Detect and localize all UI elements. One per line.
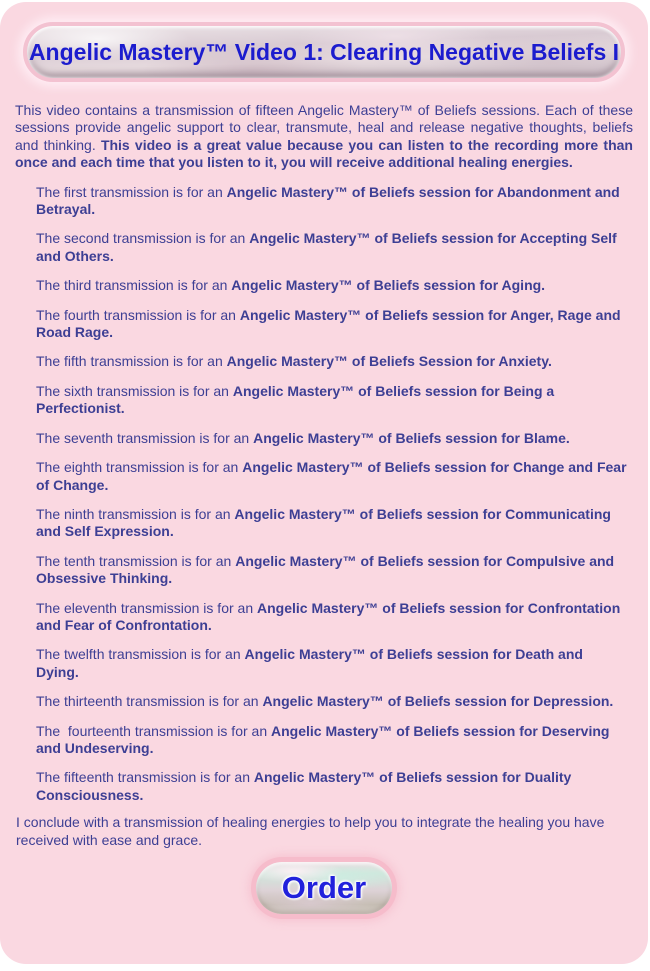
transmission-session: Angelic Mastery™ of Beliefs session for Communicating and Self Expression. [36, 505, 615, 540]
transmission-session: Angelic Mastery™ of Beliefs session for Compulsive and Obsessive Thinking. [36, 552, 618, 587]
transmission-item-3 [36, 277, 628, 294]
transmission-prefix: The second transmission is for an [36, 230, 250, 247]
transmission-prefix: The eighth transmission is for an [36, 459, 243, 476]
transmission-item-14 [36, 723, 628, 758]
transmission-prefix: The thirteenth transmission is for an [36, 693, 263, 710]
transmission-item-8 [36, 459, 631, 494]
transmission-prefix: The fifth transmission is for an [36, 353, 227, 370]
transmission-item-7 [36, 430, 628, 447]
transmission-session: Angelic Mastery™ of Beliefs session for Confrontation and Fear of Confrontation. [36, 599, 625, 633]
title-banner [23, 22, 625, 82]
transmission-prefix: The sixth transmission is for an [36, 382, 233, 399]
order-button[interactable]: Order [256, 862, 392, 914]
transmission-item-11 [36, 600, 628, 635]
transmission-item-12 [36, 646, 628, 681]
transmission-session: Angelic Mastery™ of Beliefs session for Anger, Rage and Road Rage. [36, 306, 625, 341]
intro-bold-text: This video is a great value because you can listen to the recording more than once and each time that you listen to it, you will receive additional healing energies. [15, 136, 633, 171]
transmission-prefix: The third transmission is for an [36, 277, 232, 294]
intro-paragraph [15, 102, 633, 172]
transmission-session: Angelic Mastery™ of Beliefs Session for Anxiety. [226, 353, 552, 370]
transmission-item-1 [36, 184, 628, 219]
transmission-item-10 [36, 553, 628, 588]
transmission-item-4 [36, 307, 628, 342]
transmission-session: Angelic Mastery™ of Beliefs session for Death and Dying. [36, 646, 587, 680]
transmission-item-15 [36, 769, 628, 804]
transmission-prefix: The twelfth transmission is for an [36, 646, 245, 663]
transmission-item-13 [36, 693, 628, 710]
transmission-session: Angelic Mastery™ of Beliefs session for Being a Perfectionist. [36, 382, 559, 417]
transmission-prefix: The ninth transmission is for an [36, 505, 235, 522]
transmission-item-2 [36, 230, 628, 265]
transmission-prefix: The eleventh transmission is for an [36, 599, 257, 616]
transmission-prefix: The fourteenth transmission is for an [36, 722, 271, 739]
transmission-prefix: The fourth transmission is for an [36, 306, 240, 323]
transmission-prefix: The tenth transmission is for an [36, 552, 236, 569]
transmission-item-9 [36, 506, 628, 541]
transmission-session: Angelic Mastery™ of Beliefs session for Duality Consciousness. [36, 769, 576, 803]
intro-normal-text: This video contains a transmission of fifteen Angelic Mastery™ of Beliefs sessions. Each of these sessions provide angelic support to clear, transmute, heal and release negative thoughts, beliefs and thinking. [15, 102, 633, 153]
transmission-item-5 [36, 353, 628, 370]
transmission-session: Angelic Mastery™ of Beliefs session for Deserving and Undeserving. [36, 722, 614, 756]
transmission-list [36, 183, 631, 805]
transmission-session: Angelic Mastery™ of Beliefs session for Depression. [262, 693, 614, 710]
transmission-item-6 [36, 383, 628, 418]
transmission-session: Angelic Mastery™ of Beliefs session for Change and Fear of Change. [36, 459, 631, 493]
transmission-session: Angelic Mastery™ of Beliefs session for Aging. [231, 277, 546, 294]
transmission-prefix: The first transmission is for an [36, 183, 227, 200]
transmission-prefix: The seventh transmission is for an [36, 429, 254, 446]
order-button-row [0, 862, 648, 914]
transmission-prefix: The fifteenth transmission is for an [36, 769, 254, 786]
conclusion-paragraph: I conclude with a transmission of healing energies to help you to integrate the healing you have received with ease and grace. [16, 814, 605, 848]
page-title: Angelic Mastery™ Video 1: Clearing Negative Beliefs I [28, 38, 620, 65]
transmission-session: Angelic Mastery™ of Beliefs session for Blame. [253, 429, 570, 446]
transmission-session: Angelic Mastery™ of Beliefs session for Abandonment and Betrayal. [36, 183, 624, 218]
content-panel [0, 2, 648, 964]
transmission-session: Angelic Mastery™ of Beliefs session for Accepting Self and Others. [36, 230, 621, 264]
